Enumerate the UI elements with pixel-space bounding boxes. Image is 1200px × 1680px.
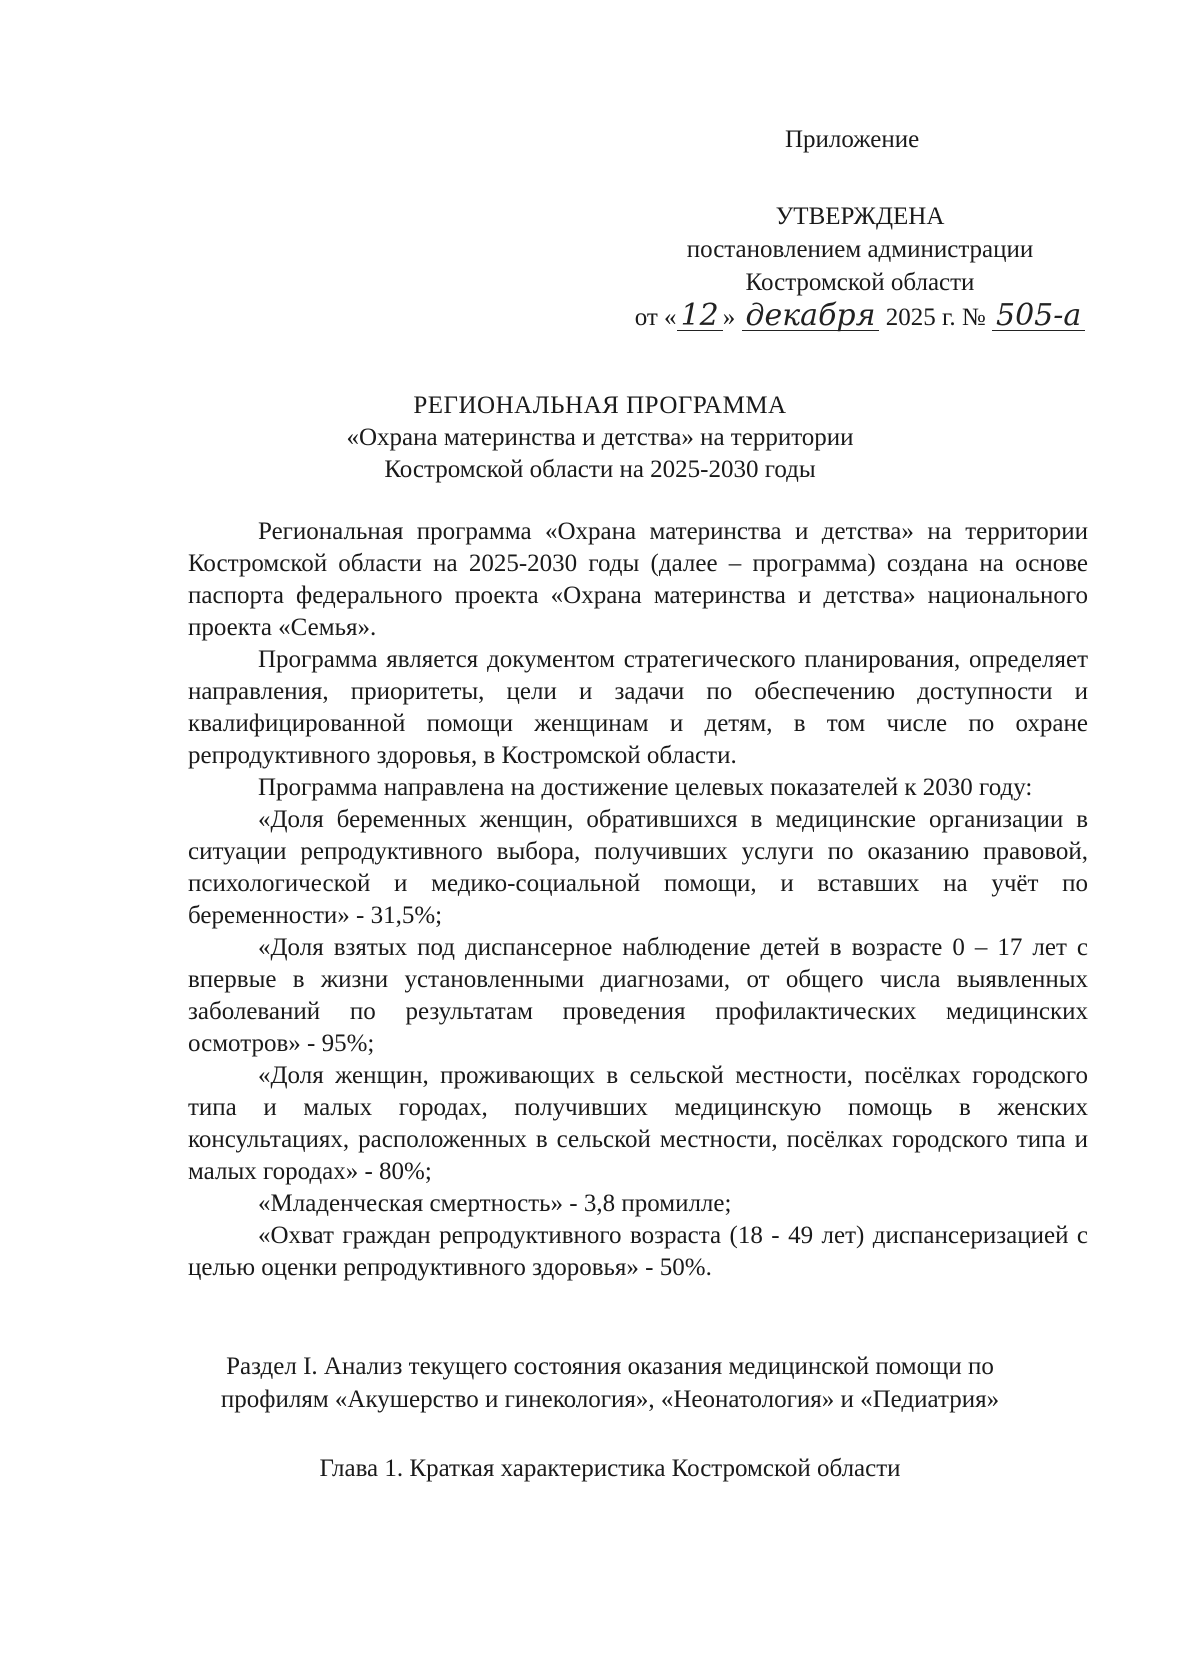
program-title [140, 390, 1060, 486]
paragraph: «Младенческая смертность» - 3,8 промилле; [258, 1190, 732, 1217]
issuer-line-2: Костромской области [745, 269, 975, 296]
section-heading [160, 1350, 1060, 1416]
date-mid: » [722, 304, 736, 331]
approval-date-line [600, 298, 1120, 334]
paragraph: Программа направлена на достижение целевых показателей к 2030 году: [258, 774, 1033, 801]
program-title-line-3: Костромской области на 2025-2030 годы [384, 456, 816, 483]
approval-block [600, 200, 1120, 334]
body-text [188, 516, 1088, 1284]
section-heading-line-2: профилям «Акушерство и гинекология», «Неонатология» и «Педиатрия» [220, 1386, 1000, 1413]
handwritten-doc-number: 505-а [992, 302, 1085, 331]
section-heading-line-1: Раздел I. Анализ текущего состояния оказания медицинской помощи по [226, 1353, 994, 1380]
paragraph: «Доля беременных женщин, обратившихся в медицинские организации в ситуации репродуктивного выбора, получивших услуги по оказанию правовой, психологической и медико-социальной помощи, и вставших на учёт по беременности» - 31,5%; [188, 806, 1088, 929]
paragraph: Региональная программа «Охрана материнства и детства» на территории Костромской области на 2025-2030 годы (далее – программа) создана на основе паспорта федерального проекта «Охрана материнства и детства» национального проекта «Семья». [188, 518, 1088, 641]
appendix-label: Приложение [785, 126, 920, 153]
paragraph: Программа является документом стратегического планирования, определяет направления, приоритеты, цели и задачи по обеспечению доступности и квалифицированной помощи женщинам и детям, в том числе по охране репродуктивного здоровья, в Костромской области. [188, 646, 1088, 769]
program-title-line-2: «Охрана материнства и детства» на территории [346, 424, 854, 451]
chapter-heading: Глава 1. Краткая характеристика Костромской области [319, 1455, 901, 1482]
date-year: 2025 г. № [885, 304, 986, 331]
program-title-line-1: РЕГИОНАЛЬНАЯ ПРОГРАММА [413, 392, 787, 419]
issuer-line-1: постановлением администрации [686, 236, 1034, 263]
date-prefix: от « [634, 304, 677, 331]
approved-label: УТВЕРЖДЕНА [775, 203, 945, 230]
paragraph: «Доля взятых под диспансерное наблюдение детей в возрасте 0 – 17 лет с впервые в жизни установленными диагнозами, от общего числа выявленных заболеваний по результатам проведения профилактических медицинских осмотров» - 95%; [188, 934, 1088, 1057]
handwritten-month: декабря [742, 302, 880, 331]
paragraph: «Охват граждан репродуктивного возраста (18 - 49 лет) диспансеризацией с целью оценки репродуктивного здоровья» - 50%. [188, 1222, 1088, 1281]
handwritten-day: 12 [677, 302, 723, 331]
paragraph: «Доля женщин, проживающих в сельской местности, посёлках городского типа и малых городах, получивших медицинскую помощь в женских консультациях, расположенных в сельской местности, посёлках городского типа и малых городах» - 80%; [188, 1062, 1088, 1185]
